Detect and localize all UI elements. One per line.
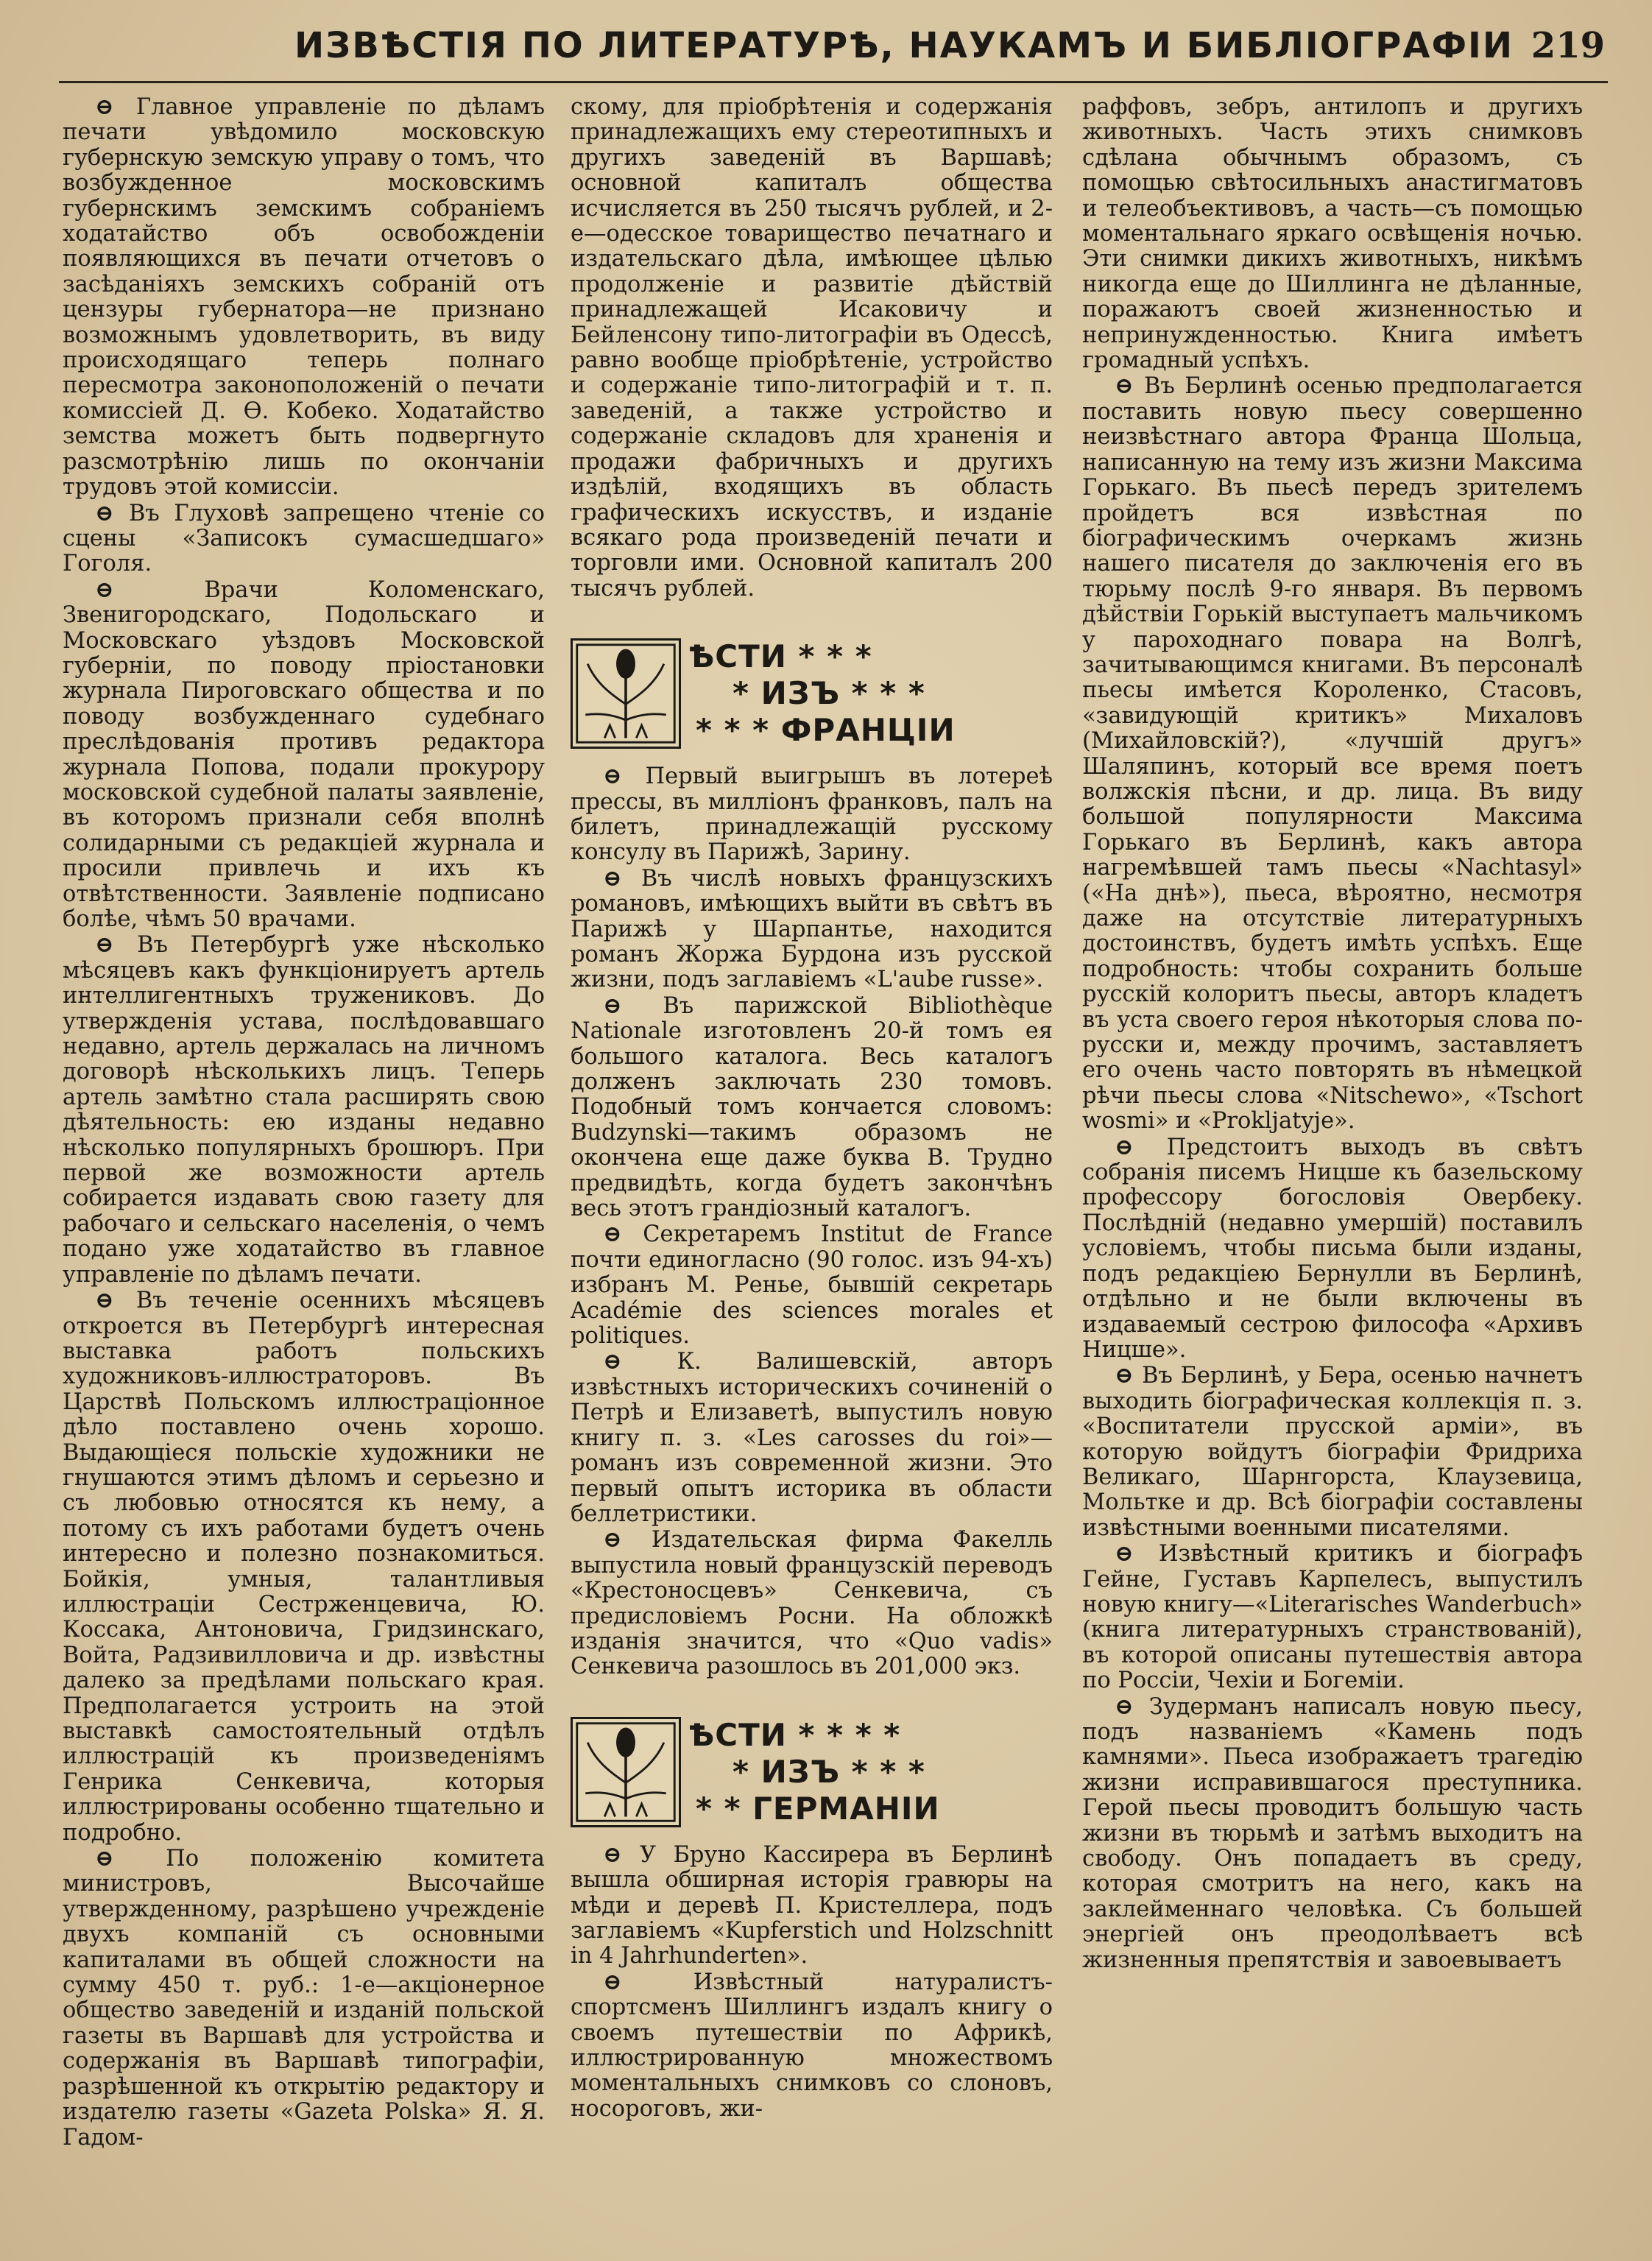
section-title-line: * ИЗЪ * * * [733,675,925,712]
news-item: ⊖ Въ Глуховѣ запрещено чтеніе со сцены «Записокъ сумасшедшаго» Гоголя. [63,501,545,577]
news-item: ⊖ Въ Петербургѣ уже нѣсколько мѣсяцевъ какъ функціонируетъ артель интеллигентныхъ тружениковъ. До утвержденія устава, послѣдовавшаго недавно, артель держалась на личномъ договорѣ нѣсколькихъ лицъ. Теперь артель замѣтно стала расширять свою дѣятельность: ею изданы недавно нѣсколько популярныхъ брошюръ. При первой же возможности артель собирается издавать свою газету для рабочаго и сельскаго населенія, о чемъ подано уже ходатайство въ главное управленіе по дѣламъ печати. [63,932,545,1288]
section-title-line: ѢСТИ * * * * [688,1716,901,1753]
floral-ornament-icon [571,638,681,749]
section-title-line: * * * ФРАНЦІИ [696,712,956,749]
section-title-germany [688,1717,940,1827]
news-item: ⊖ Въ парижской Bibliothèque Nationale изготовленъ 20-й томъ ея большого каталога. Весь каталогъ долженъ заключать 230 томовъ. Подобный томъ кончается словомъ: Budzynski—такимъ образомъ не окончена еще даже буква B. Трудно предвидѣть, когда будетъ закончѣнъ весь этотъ грандіозный каталогъ. [571,993,1053,1222]
news-item: ⊖ Въ теченіе осеннихъ мѣсяцевъ откроется въ Петербургѣ интересная выставка работъ польскихъ художниковъ-иллюстраторовъ. Въ Царствѣ Польскомъ иллюстраціонное дѣло поставлено очень хорошо. Выдающіеся польскіе художники не гнушаются этимъ дѣломъ и серьезно и съ любовью относятся къ нему, а потому съ ихъ работами будетъ очень интересно и полезно познакомиться. Бойкія, умныя, талантливыя иллюстраціи Сестрженцевича, Ю. Коссака, Антоновича, Гридзинскаго, Войта, Радзивилловича и др. извѣстны далеко за предѣлами польскаго края. Предполагается устроить на этой выставкѣ самостоятельный отдѣлъ иллюстрацій къ произведеніямъ Генрика Сенкевича, которыя иллюстрированы особенно тщательно и подробно. [63,1288,545,1846]
section-heading-germany [571,1717,1053,1827]
news-item-continued: скому, для пріобрѣтенія и содержанія принадлежащихъ ему стереотипныхъ и другихъ заведеній въ Варшавѣ; основной капиталъ общества исчисляется въ 250 тысячъ рублей, и 2-е—одесское товарищество печатнаго и издательскаго дѣла, имѣющее цѣлью продолженіе и развитіе дѣйствій принадлежащей Исаковичу и Бейленсону типо-литографіи въ Одессѣ, равно вообще пріобрѣтеніе, устройство и содержаніе типо-литографій и т. п. заведеній, а также устройство и содержаніе складовъ для храненія и продажи фабричныхъ и другихъ издѣлій, входящихъ въ область графическихъ искусствъ, и изданіе всякаго рода произведеній печати и торговли ими. Основной капиталъ 200 тысячъ рублей. [571,94,1053,602]
news-item: ⊖ Первый выигрышъ въ лотереѣ прессы, въ милліонъ франковъ, палъ на билетъ, принадлежащій русскому консулу въ Парижѣ, Зарину. [571,763,1053,866]
column-2 [571,94,1053,2246]
section-title-line: * ИЗЪ * * * [733,1753,925,1790]
section-title-line: ѢСТИ * * * [688,638,872,675]
running-head: ИЗВѢСТІЯ ПО ЛИТЕРАТУРѢ, НАУКАМЪ И БИБЛІОГРАФІИ [294,25,1514,66]
news-item: ⊖ По положенію комитета министровъ, Высочайше утвержденному, разрѣшено учрежденіе двухъ компаній съ основными капиталами въ общей сложности на сумму 450 т. руб.: 1-е—акціонерное общество заведеній и изданій польской газеты въ Варшавѣ для устройства и содержанія въ Варшавѣ типографіи, разрѣшенной къ открытію редактору и издателю газеты «Gazeta Polska» Я. Я. Гадом- [63,1846,545,2151]
news-item: ⊖ Зудерманъ написалъ новую пьесу, подъ названіемъ «Камень подъ камнями». Пьеса изображаетъ трагедію жизни исправившагося преступника. Герой пьесы проводитъ большую часть жизни въ тюрьмѣ и затѣмъ выходитъ на свободу. Онъ попадаетъ въ среду, которая смотритъ на него, какъ на заклейменнаго человѣка. Съ большей энергіей онъ преодолѣваетъ всѣ жизненныя препятствія и завоевываетъ [1082,1694,1583,1973]
section-heading-france [571,638,1053,749]
page-number: 219 [1531,25,1605,66]
news-item: ⊖ Издательская фирма Факелль выпустила новый французскій переводъ «Крестоносцевъ» Сенкевича, съ предисловіемъ Росни. На обложкѣ изданія значится, что «Quo vadis» Сенкевича разошлось въ 201,000 экз. [571,1527,1053,1679]
news-item: ⊖ Врачи Коломенскаго, Звенигородскаго, Подольскаго и Московскаго уѣздовъ Московской губерніи, по поводу пріостановки журнала Пироговскаго общества и по поводу возбужденнаго судебнаго преслѣдованія противъ редактора журнала Попова, подали прокурору московской судебной палаты заявленіе, въ которомъ признали себя вполнѣ солидарными съ редакціей журнала и просили привлечь и ихъ къ отвѣтственности. Заявленіе подписано болѣе, чѣмъ 50 врачами. [63,577,545,933]
news-item: ⊖ Секретаремъ Institut de France почти единогласно (90 голос. изъ 94-хъ) избранъ М. Ренье, бывшій секретарь Académie des sciences morales et politiques. [571,1221,1053,1349]
column-1 [63,94,545,2246]
news-item: ⊖ Въ Берлинѣ, у Бера, осенью начнетъ выходить біографическая коллекція п. з. «Воспитатели прусской арміи», въ которую войдутъ біографіи Фридриха Великаго, Шарнгорста, Клаузевица, Мольтке и др. Всѣ біографіи составлены извѣстными военными писателями. [1082,1363,1583,1541]
news-item: ⊖ Извѣстный натуралистъ-спортсменъ Шиллингъ издалъ книгу о своемъ путешествіи по Африкѣ, иллюстрированную множествомъ моментальныхъ снимковъ со слоновъ, носороговъ, жи- [571,1969,1053,2122]
section-title-france [688,638,956,749]
news-item: ⊖ Предстоитъ выходъ въ свѣтъ собранія писемъ Ницше къ базельскому профессору богословія Овербеку. Послѣдній (недавно умершій) поставилъ условіемъ, чтобы письма были изданы, подъ редакціею Бернулли въ Берлинѣ, отдѣльно и не были включены въ издаваемый сестрою философа «Архивъ Ницше». [1082,1135,1583,1364]
floral-ornament-icon [571,1717,681,1827]
news-item: ⊖ К. Валишевскій, авторъ извѣстныхъ историческихъ сочиненій о Петрѣ и Елизаветѣ, выпустилъ новую книгу п. з. «Les carosses du roi»—романъ изъ современной жизни. Это первый опытъ историка въ области беллетристики. [571,1349,1053,1527]
section-title-line: * * ГЕРМАНІИ [696,1790,940,1827]
news-item: ⊖ Въ числѣ новыхъ французскихъ романовъ, имѣющихъ выйти въ свѣтъ въ Парижѣ у Шарпантье, находится романъ Жоржа Бурдона изъ русской жизни, подъ заглавіемъ «L'aube russe». [571,866,1053,993]
page-header [59,15,1608,83]
news-item: ⊖ Въ Берлинѣ осенью предполагается поставить новую пьесу совершенно неизвѣстнаго автора Франца Шольца, написанную на тему изъ жизни Максима Горькаго. Въ пьесѣ передъ зрителемъ пройдетъ вся извѣстная по біографическимъ очеркамъ жизнь нашего писателя до заключенія его въ тюрьму послѣ 9-го января. Въ первомъ дѣйствіи Горькій выступаетъ мальчикомъ у пароходнаго повара на Волгѣ, зачитывающимся книгами. Въ персоналѣ пьесы имѣется Короленко, Стасовъ, «завидующій критикъ» Михаловъ (Михайловскій?), «лучшій другъ» Шаляпинъ, который все время поетъ волжскія пѣсни, и др. лица. Въ виду большой популярности Максима Горькаго въ Берлинѣ, какъ автора нагремѣвшей тамъ пьесы «Nachtasyl» («На днѣ»), пьеса, вѣроятно, несмотря даже на отсутствіе литературныхъ достоинствъ, будетъ имѣть успѣхъ. Еще подробность: чтобы сохранить больше русскій колоритъ пьесы, авторъ кладетъ въ уста своего героя нѣкоторыя слова по-русски и, между прочимъ, заставляетъ его очень часто повторять въ нѣмецкой рѣчи пьесы слова «Nitschewo», «Tschort wosmi» и «Prokljatyje». [1082,373,1583,1134]
news-item-continued: раффовъ, зебръ, антилопъ и другихъ животныхъ. Часть этихъ снимковъ сдѣлана обычнымъ образомъ, съ помощью свѣтосильныхъ анастигматовъ и телеобъективовъ, а часть—съ помощью моментальнаго яркаго освѣщенія ночью. Эти снимки дикихъ животныхъ, никѣмъ никогда еще до Шиллинга не дѣланные, поражаютъ своей жизненностью и непринужденностью. Книга имѣетъ громадный успѣхъ. [1082,94,1583,374]
column-3 [1082,94,1583,2246]
news-item: ⊖ Главное управленіе по дѣламъ печати увѣдомило московскую губернскую земскую управу о томъ, что возбужденное московскимъ губернскимъ земскимъ собраніемъ ходатайство объ освобожденіи появляющихся въ печати отчетовъ о засѣданіяхъ земскихъ собраній отъ цензуры губернатора—не признано возможнымъ удовлетворить, въ виду происходящаго теперь полнаго пересмотра законоположеній о печати комиссіей Д. Ѳ. Кобеко. Ходатайство земства можетъ быть подвергнуто разсмотрѣнію лишь по окончаніи трудовъ этой комиссіи. [63,94,545,501]
news-item: ⊖ У Бруно Кассирера въ Берлинѣ вышла обширная исторія гравюры на мѣди и деревѣ П. Кристеллера, подъ заглавіемъ «Kupferstich und Holzschnitt in 4 Jahrhunderten». [571,1842,1053,1969]
news-item: ⊖ Извѣстный критикъ и біографъ Гейне, Густавъ Карпелесъ, выпустилъ новую книгу—«Literarisches Wanderbuch» (книга литературныхъ странствованій), въ которой описаны путешествія автора по Россіи, Чехіи и Богеміи. [1082,1541,1583,1693]
